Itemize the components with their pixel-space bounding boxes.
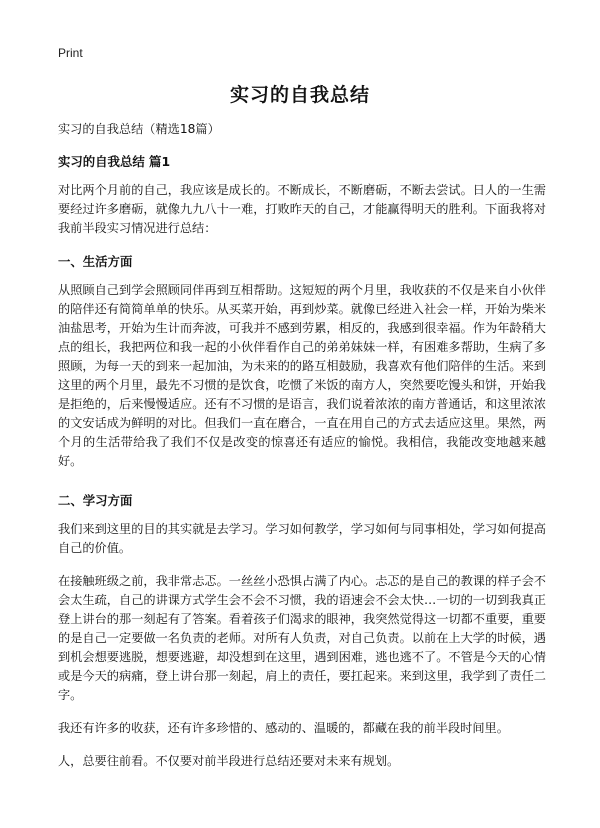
section2-heading: 二、学习方面 [58, 493, 133, 508]
intro-paragraph: 对比两个月前的自己，我应该是成长的。不断成长，不断磨砺，不断去尝试。日人的一生需要经过许多磨砺，就像九九八十一难，打败昨天的自己，才能赢得明天的胜利。下面我将对我前半段实习情况进行总结： [58, 183, 546, 235]
section2-paragraph-3: 我还有许多的收获，还有许多珍惜的、感动的、温暖的，都藏在我的前半段时间里。 [58, 721, 509, 735]
document-title: 实习的自我总结 [229, 84, 370, 106]
section2-paragraph-1: 我们来到这里的目的其实就是去学习。学习如何教学，学习如何与同事相处，学习如何提高自己的价值。 [58, 522, 546, 555]
section1-heading: 一、生活方面 [58, 254, 133, 269]
section1-paragraph: 从照顾自己到学会照顾同伴再到互相帮助。这短短的两个月里，我收获的不仅是来自小伙伴的陪伴还有简简单单的快乐。从买菜开始，再到炒菜。就像已经进入社会一样，开始为柴米油盐思考，开始为生计而奔波，可我并不感到劳累，相反的，我感到很幸福。作为年龄稍大点的组长，我把两位和我一起的小伙伴看作自己的弟弟妹妹一样，有困难多帮助，生病了多照顾，为每一天的到来一起加油，为未来的的路互相鼓励，我喜欢有他们陪伴的生活。来到这里的两个月里，最先不习惯的是饮食，吃惯了米饭的南方人，突然要吃馒头和饼，开始我是拒绝的，后来慢慢适应。还有不习惯的是语言，我们说着浓浓的南方普通话，和这里浓浓的文安话成为鲜明的对比。但我们一直在磨合，一直在用自己的方式去适应这里。果然，两个月的生活带给我了我们不仅是改变的惊喜还有适应的愉悦。我相信，我能改变地越来越好。 [58, 283, 546, 468]
document-subtitle: 实习的自我总结（精选18篇） [58, 122, 220, 136]
document-body [58, 120, 546, 785]
section2-paragraph-2: 在接触班级之前，我非常忐忑。一丝丝小恐惧占满了内心。忐忑的是自己的教课的样子会不会太生疏，自己的讲课方式学生会不会不习惯，我的语速会不会太快…一切的一切到我真正登上讲台的那一刻起有了答案。看着孩子们渴求的眼神，我突然觉得这一切都不重要，重要的是自己一定要做一名负责的老师。对所有人负责，对自己负责。以前在上大学的时候，遇到机会想要逃脱，想要逃避，却没想到在这里，遇到困难，逃也逃不了。不管是今天的心情或是今天的病痛，登上讲台那一刻起，肩上的责任，要扛起来。来到这里，我学到了责任二字。 [58, 574, 546, 702]
part-heading: 实习的自我总结 篇1 [58, 154, 171, 169]
print-label: Print [58, 46, 83, 60]
section2-paragraph-4: 人，总要往前看。不仅要对前半段进行总结还要对未来有规划。 [58, 754, 400, 768]
